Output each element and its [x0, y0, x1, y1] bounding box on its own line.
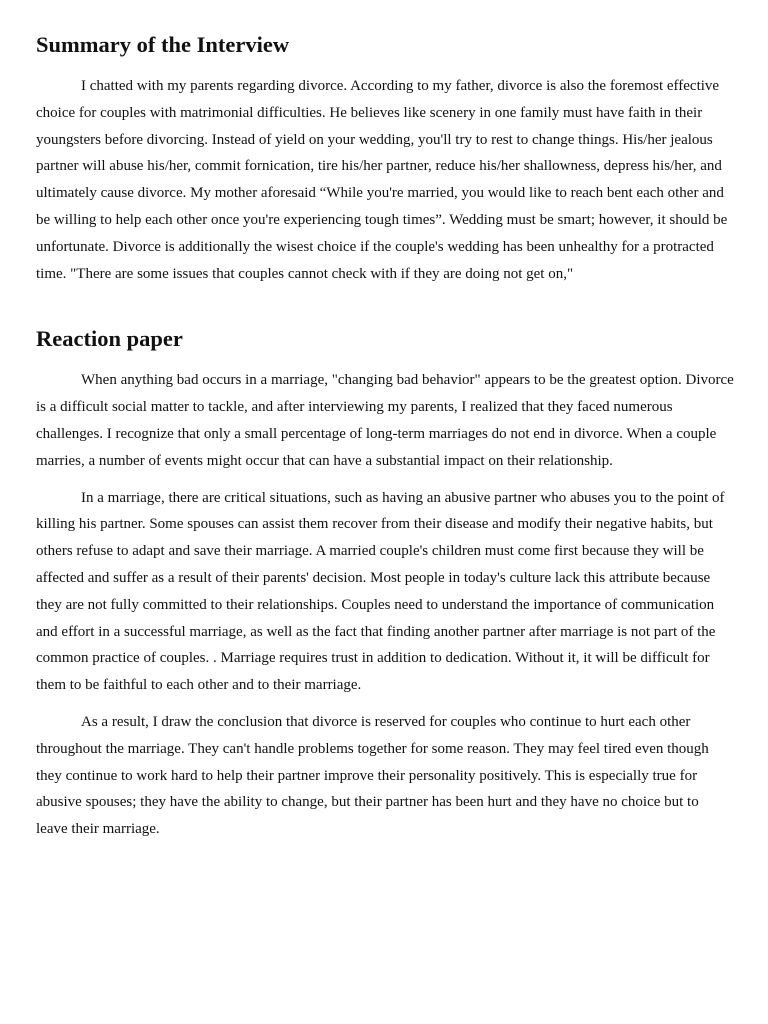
paragraph-summary: I chatted with my parents regarding divorce. According to my father, divorce is also the foremost effective choice for couples with matrimonial difficulties. He believes like scenery in one family must have faith in their youngsters before divorcing. Instead of yield on your wedding, you'll try to rest to change things. His/her jealous partner will abuse his/her, commit fornication, tire his/her partner, reduce his/her shallowness, depress his/her, and ultimately cause divorce. My mother aforesaid “While you're married, you would like to reach bent each other and be willing to help each other once you're experiencing tough times”. Wedding must be smart; however, it should be unfortunate. Divorce is additionally the wisest choice if the couple's wedding has been unhealthy for a protracted time. "There are some issues that couples cannot check with if they are doing not get on,": [36, 78, 728, 282]
document-page: [36, 32, 734, 843]
section-heading-summary: Summary of the Interview: [36, 32, 290, 57]
paragraph-reaction-3: As a result, I draw the conclusion that divorce is reserved for couples who continue to hurt each other throughout the marriage. They can't handle problems together for some reason. They may feel tired even though they continue to work hard to help their partner improve their personality positively. This is especially true for abusive spouses; they have the ability to change, but their partner has been hurt and they have no choice but to leave their marriage.: [36, 713, 709, 838]
paragraph-reaction-2: In a marriage, there are critical situations, such as having an abusive partner who abuses you to the point of killing his partner. Some spouses can assist them recover from their disease and modify their negative habits, but others refuse to adapt and save their marriage. A married couple's children must come first because they will be affected and suffer as a result of their parents' decision. Most people in today's culture lack this attribute because they are not fully committed to their relationships. Couples need to understand the importance of communication and effort in a successful marriage, as well as the fact that finding another partner after marriage is not part of the common practice of couples. . Marriage requires trust in addition to dedication. Without it, it will be difficult for them to be faithful to each other and to their marriage.: [36, 489, 725, 694]
paragraph-reaction-1: When anything bad occurs in a marriage, "changing bad behavior" appears to be the greatest option. Divorce is a difficult social matter to tackle, and after interviewing my parents, I realized that they faced numerous challenges. I recognize that only a small percentage of long-term marriages do not end in divorce. When a couple marries, a number of events might occur that can have a substantial impact on their relationship.: [36, 372, 734, 469]
section-heading-reaction: Reaction paper: [36, 326, 183, 352]
